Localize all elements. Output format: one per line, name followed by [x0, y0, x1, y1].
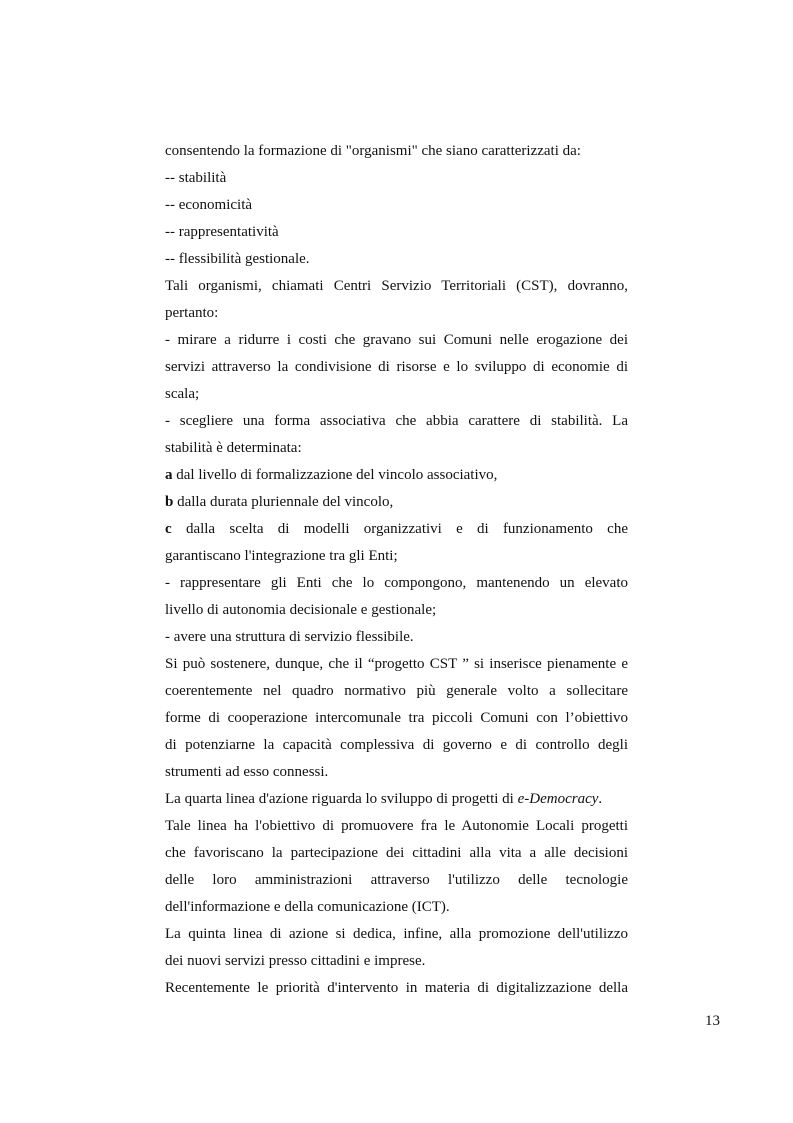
list-item-economicita: -- economicità — [165, 197, 253, 213]
text-line: dell'informazione e della comunicazione (ICT). — [165, 899, 450, 915]
text-segment: . — [598, 791, 603, 807]
text-line: livello di autonomia decisionale e gestionale; — [165, 602, 437, 618]
text-line: Tali organismi, chiamati Centri Servizio Territoriali (CST), dovranno, — [165, 278, 628, 294]
text-line: scala; — [165, 386, 200, 402]
text-line: garantiscano l'integrazione tra gli Enti; — [165, 548, 398, 564]
text-line — [165, 786, 628, 813]
list-item-text: dalla scelta di modelli organizzativi e di funzionamento che — [171, 521, 628, 537]
text-line: Recentemente le priorità d'intervento in materia di digitalizzazione della — [165, 980, 628, 996]
text-line: - mirare a ridurre i costi che gravano sui Comuni nelle erogazione dei — [165, 332, 628, 348]
list-item-text: dal livello di formalizzazione del vincolo associativo, — [172, 467, 498, 483]
body-text — [165, 138, 628, 1002]
text-line: coerentemente nel quadro normativo più generale volto a sollecitare — [165, 683, 628, 699]
text-line: servizi attraverso la condivisione di risorse e lo sviluppo di economie di — [165, 359, 628, 375]
italic-term: e-Democracy — [517, 791, 599, 807]
list-marker: b — [165, 494, 174, 510]
text-line: delle loro amministrazioni attraverso l'utilizzo delle tecnologie — [165, 872, 628, 888]
text-line: La quinta linea di azione si dedica, infine, alla promozione dell'utilizzo — [165, 926, 628, 942]
text-line: pertanto: — [165, 305, 219, 321]
text-line: stabilità è determinata: — [165, 440, 302, 456]
text-line: Si può sostenere, dunque, che il “progetto CST ” si inserisce pienamente e — [165, 656, 628, 672]
text-line: strumenti ad esso connessi. — [165, 764, 329, 780]
text-line: forme di cooperazione intercomunale tra piccoli Comuni con l’obiettivo — [165, 710, 628, 726]
text-line: che favoriscano la partecipazione dei cittadini alla vita a alle decisioni — [165, 845, 628, 861]
list-item-stabilita: -- stabilità — [165, 170, 227, 186]
list-item-a — [165, 462, 628, 489]
page-number: 13 — [705, 1013, 720, 1029]
list-item-flessibilita: -- flessibilità gestionale. — [165, 251, 310, 267]
text-line: Tale linea ha l'obiettivo di promuovere fra le Autonomie Locali progetti — [165, 818, 628, 834]
text-line: - avere una struttura di servizio flessibile. — [165, 629, 414, 645]
text-segment: La quarta linea d'azione riguarda lo sviluppo di progetti di — [165, 791, 518, 807]
list-item-text: dalla durata pluriennale del vincolo, — [173, 494, 394, 510]
text-line: consentendo la formazione di "organismi" che siano caratterizzati da: — [165, 143, 581, 159]
list-marker: a — [165, 467, 173, 483]
list-item-c — [165, 516, 628, 543]
list-item-b — [165, 489, 628, 516]
text-line: di potenziarne la capacità complessiva di governo e di controllo degli — [165, 737, 628, 753]
text-line: dei nuovi servizi presso cittadini e imprese. — [165, 953, 426, 969]
text-line: - scegliere una forma associativa che abbia carattere di stabilità. La — [165, 413, 628, 429]
list-marker: c — [165, 521, 172, 537]
list-item-rappresentativita: -- rappresentatività — [165, 224, 279, 240]
text-line: - rappresentare gli Enti che lo compongono, mantenendo un elevato — [165, 575, 628, 591]
